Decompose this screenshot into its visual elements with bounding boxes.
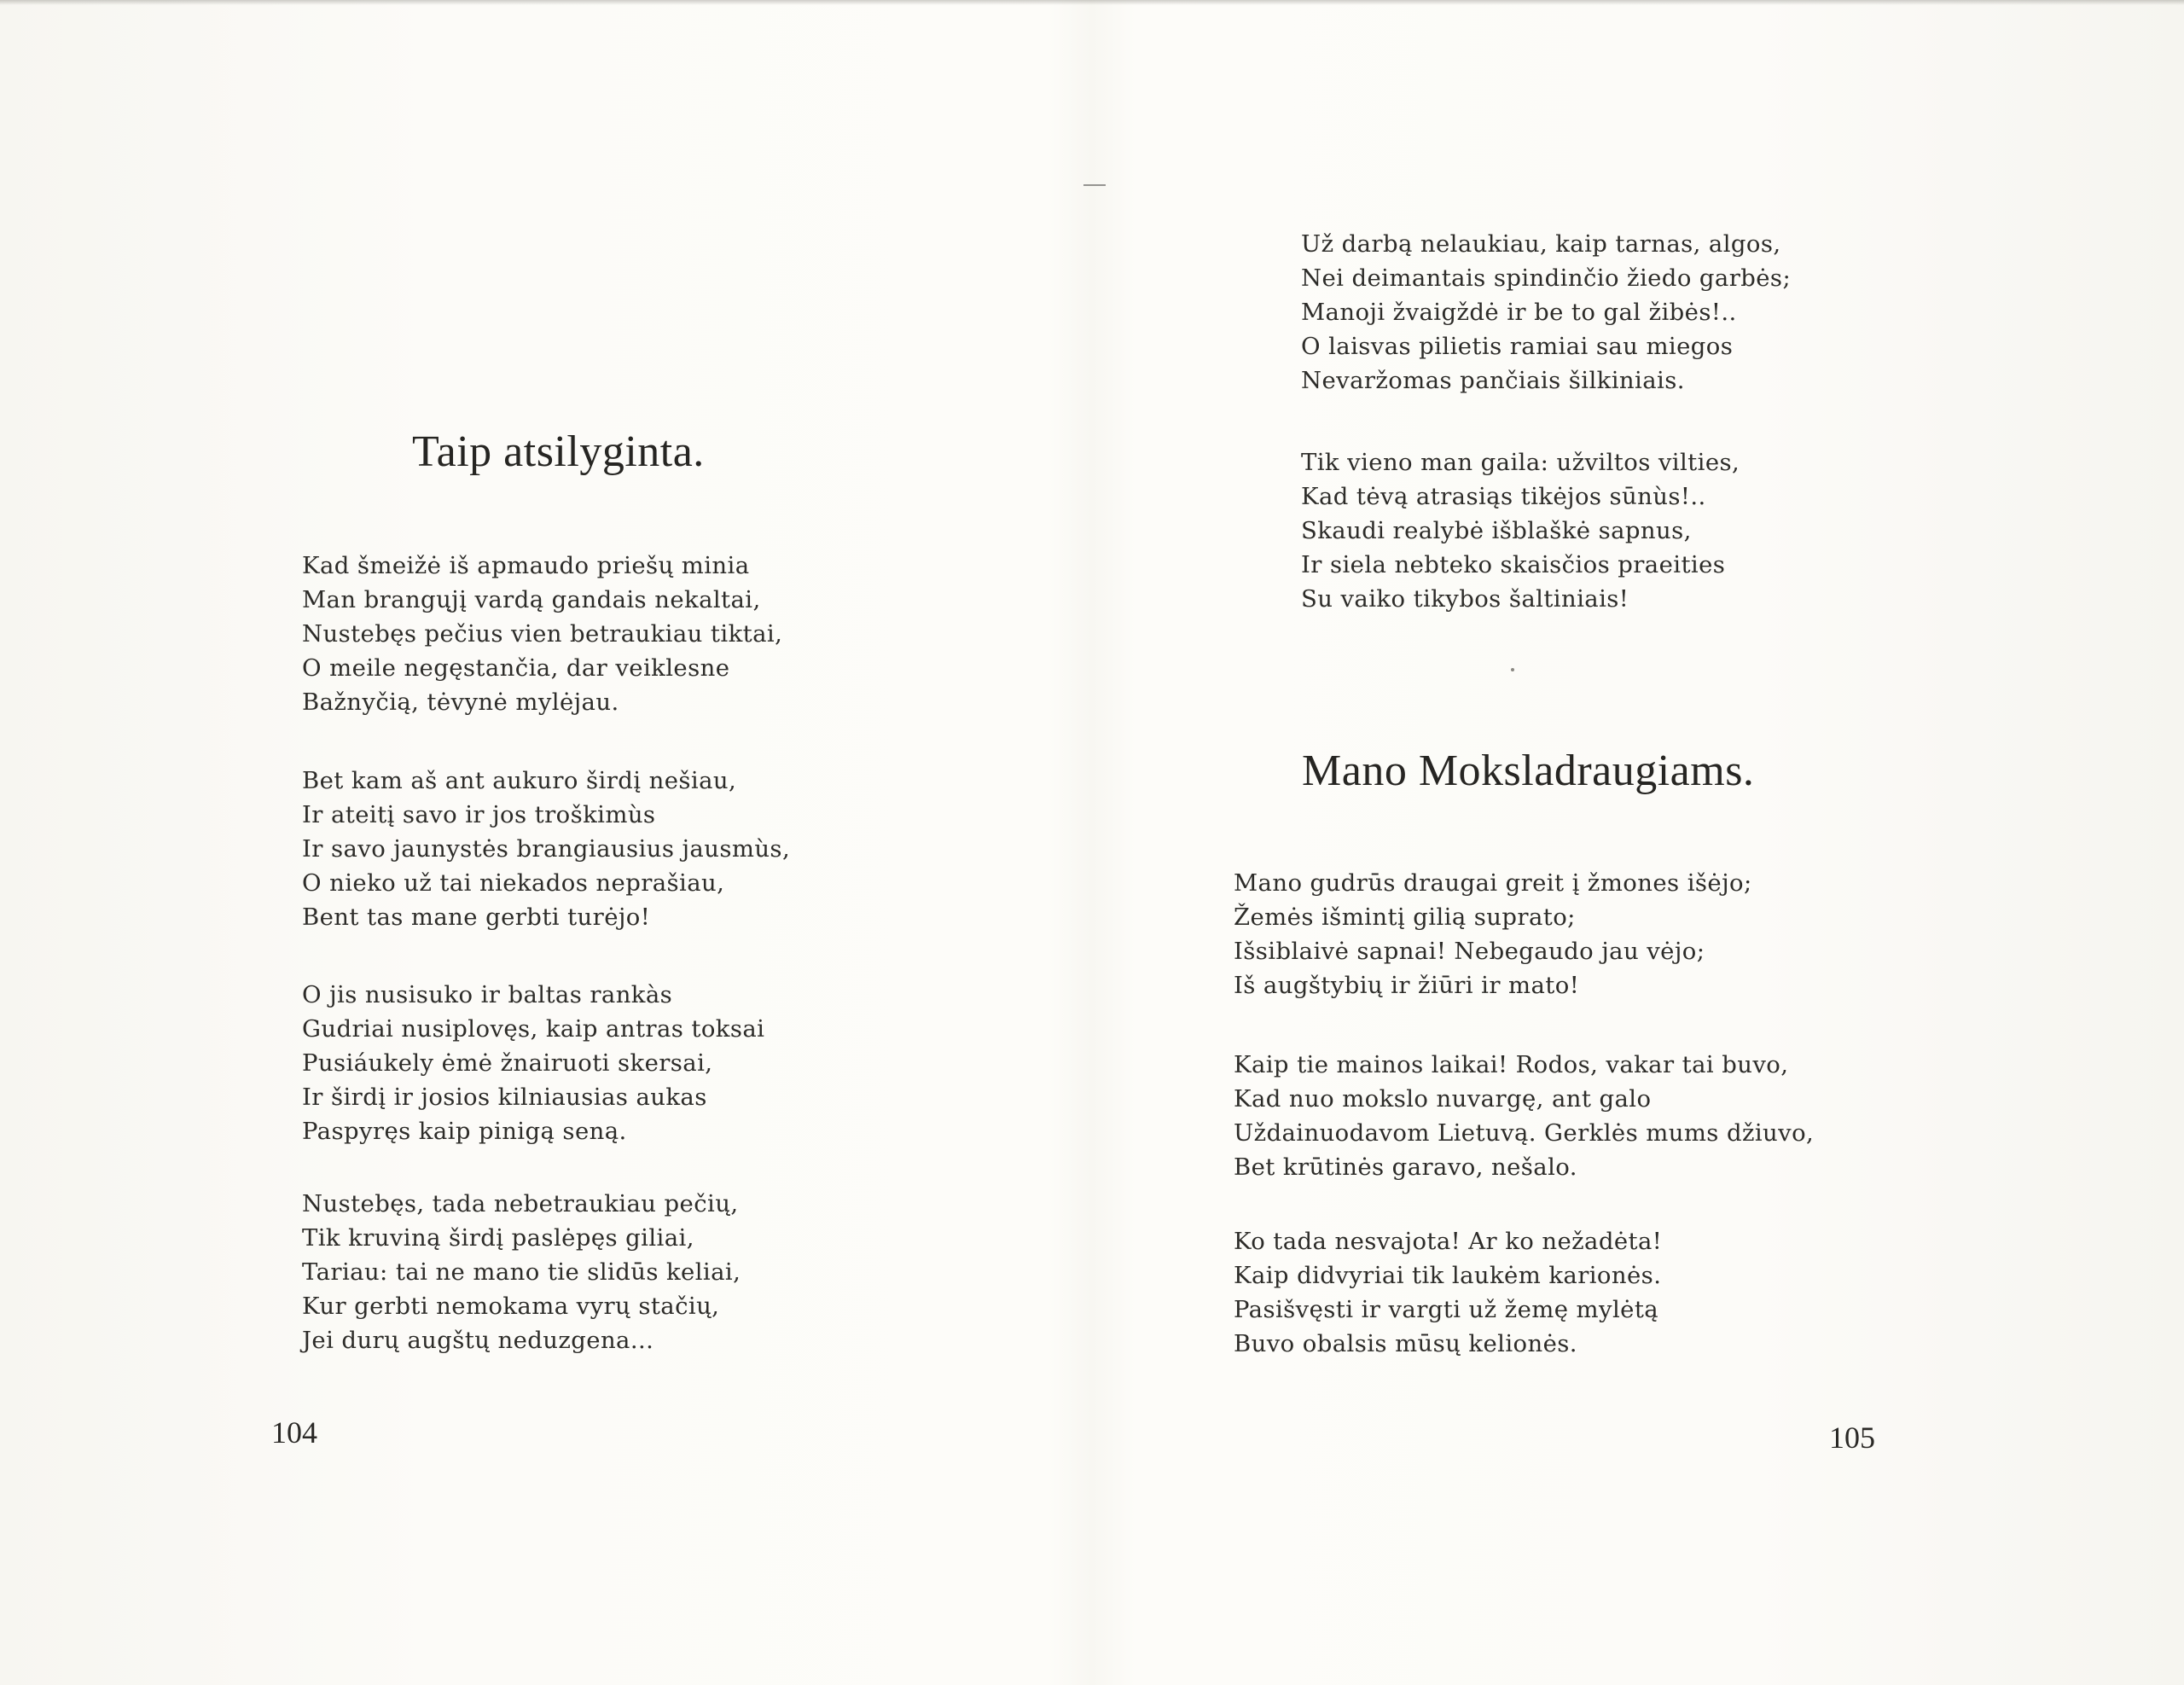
poem-line: Gudriai nusiplovęs, kaip antras toksai <box>302 1015 765 1043</box>
poem-line: Ir savo jaunystės brangiausius jausmùs, <box>302 835 791 863</box>
poem-line: Kad tėvą atrasiąs tikėjos sūnùs!.. <box>1301 483 1706 510</box>
poem-line: Manoji žvaigždė ir be to gal žibės!.. <box>1301 299 1737 326</box>
poem-line: Ir širdį ir josios kilniausias aukas <box>302 1084 707 1111</box>
poem-line: Pusiáukely ėmė žnairuoti skersai, <box>302 1049 713 1077</box>
stanza <box>302 549 782 719</box>
stanza <box>1301 445 1740 616</box>
poem-line: Kad šmeižė iš apmaudo priešų minia <box>302 552 750 579</box>
poem-line: Kur gerbti nemokama vyrų stačių, <box>302 1293 720 1320</box>
poem-line: Nustebęs, tada nebetraukiau pečių, <box>302 1190 739 1217</box>
poem-line: Išsiblaivė sapnai! Nebegaudo jau vėjo; <box>1234 938 1705 965</box>
poem-line: Bet kam aš ant aukuro širdį nešiau, <box>302 767 737 794</box>
poem-line: O jis nusisuko ir baltas rankàs <box>302 981 673 1008</box>
poem-line: Kaip didvyriai tik laukėm karionės. <box>1234 1262 1662 1289</box>
poem-line: Tik vieno man gaila: užviltos vilties, <box>1301 449 1740 476</box>
poem-line: Nevaržomas pančiais šilkiniais. <box>1301 367 1685 394</box>
poem-line: Paspyręs kaip pinigą seną. <box>302 1118 627 1145</box>
poem-line: Bent tas mane gerbti turėjo! <box>302 904 651 931</box>
poem-line: Žemės išmintį gilią suprato; <box>1234 904 1576 931</box>
page-number: 104 <box>271 1415 317 1450</box>
poem-line: Pasišvęsti ir vargti už žemę mylėtą <box>1234 1296 1659 1323</box>
poem-line: Su vaiko tikybos šaltiniais! <box>1301 585 1629 613</box>
poem-line: Man brangųjį vardą gandais nekaltai, <box>302 586 761 613</box>
ink-speck <box>1511 668 1514 671</box>
poem-line: Tariau: tai ne mano tie slidūs keliai, <box>302 1258 741 1286</box>
poem-title: Taip atsilyginta. <box>412 427 705 476</box>
poem-line: Bet krūtinės garavo, nešalo. <box>1234 1153 1577 1181</box>
poem-line: Už darbą nelaukiau, kaip tarnas, algos, <box>1301 230 1781 258</box>
poem-line: Kaip tie mainos laikai! Rodos, vakar tai buvo, <box>1234 1051 1789 1078</box>
stanza <box>1234 1224 1662 1361</box>
poem-line: Nustebęs pečius vien betraukiau tiktai, <box>302 620 783 648</box>
poem-line: O laisvas pilietis ramiai sau miegos <box>1301 333 1734 360</box>
page-number: 105 <box>1829 1421 1875 1455</box>
stanza <box>1301 227 1791 398</box>
margin-dash <box>1083 184 1106 186</box>
stanza <box>1234 866 1752 1002</box>
stanza <box>302 978 764 1148</box>
left-page <box>0 0 1083 1685</box>
poem-line: Mano gudrūs draugai greit į žmones išėjo; <box>1234 869 1752 897</box>
poem-line: Ir ateitį savo ir jos troškimùs <box>302 801 656 828</box>
stanza <box>1234 1048 1814 1184</box>
poem-line: Skaudi realybė išblaškė sapnus, <box>1301 517 1692 544</box>
poem-line: Ir siela nebteko skaisčios praeities <box>1301 551 1726 578</box>
poem-line: Kad nuo mokslo nuvargę, ant galo <box>1234 1085 1652 1113</box>
poem-line: Jei durų augštų neduzgena... <box>302 1327 654 1354</box>
poem-line: O meile negęstančia, dar veiklesne <box>302 654 730 682</box>
poem-line: Ko tada nesvajota! Ar ko nežadėta! <box>1234 1228 1663 1255</box>
stanza <box>302 764 790 934</box>
poem-line: Uždainuodavom Lietuvą. Gerklės mums džiuvo, <box>1234 1119 1815 1147</box>
poem-title: Mano Moksladraugiams. <box>1302 747 1755 795</box>
stanza <box>302 1187 741 1357</box>
poem-line: Bažnyčią, tėvynė mylėjau. <box>302 689 619 716</box>
poem-line: Buvo obalsis mūsų kelionės. <box>1234 1330 1577 1357</box>
poem-line: Nei deimantais spindinčio žiedo garbės; <box>1301 264 1792 292</box>
right-page <box>1083 0 2184 1685</box>
poem-line: O nieko už tai niekados neprašiau, <box>302 869 725 897</box>
poem-line: Tik kruviną širdį paslėpęs giliai, <box>302 1224 694 1252</box>
poem-line: Iš augštybių ir žiūri ir mato! <box>1234 972 1580 999</box>
